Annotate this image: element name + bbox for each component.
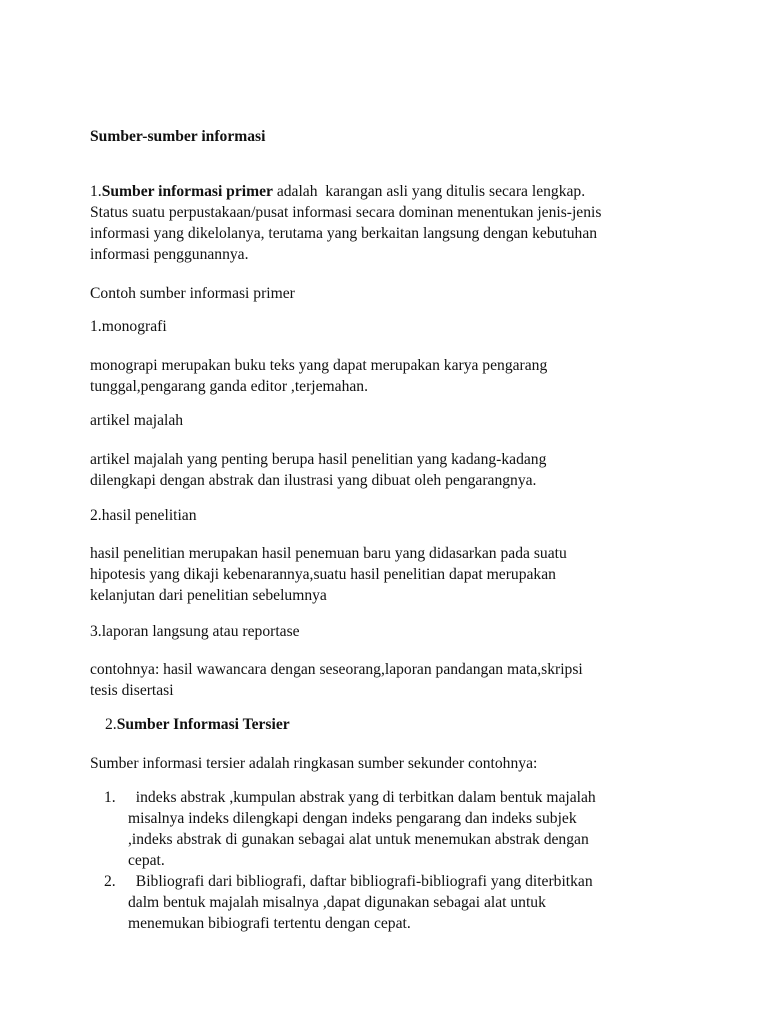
artikel-heading: artikel majalah	[90, 412, 184, 429]
section-tersier-number: 2.	[105, 716, 117, 733]
monografi-heading: 1.monografi	[90, 318, 167, 335]
section-primer-line-3: informasi yang dikelolanya, terutama yang berkaitan langsung dengan kebutuhan	[90, 225, 598, 242]
monografi-paragraph	[90, 355, 690, 397]
page-title: Sumber-sumber informasi	[90, 128, 266, 145]
list-item-line: Bibliografi dari bibliografi, daftar bibliografi-bibliografi yang diterbitkan	[128, 873, 593, 890]
section-primer-line-2: Status suatu perpustakaan/pusat informasi secara dominan menentukan jenis-jenis	[90, 204, 602, 221]
section-primer-text: adalah karangan asli yang ditulis secara lengkap.	[272, 183, 586, 200]
list-item-line: menemukan bibiografi tertentu dengan cepat.	[128, 915, 411, 932]
hasil-line-3: kelanjutan dari penelitian sebelumnya	[90, 587, 327, 604]
section-primer-line-4: informasi penggunannya.	[90, 246, 249, 263]
section-primer-term: Sumber informasi primer	[101, 183, 273, 200]
laporan-heading: 3.laporan langsung atau reportase	[90, 623, 300, 640]
laporan-paragraph	[90, 659, 690, 701]
hasil-line-2: hipotesis yang dikaji kebenarannya,suatu hasil penelitian dapat merupakan	[90, 566, 556, 583]
list-item-line: misalnya indeks dilengkapi dengan indeks pengarang dan indeks subjek	[128, 810, 577, 827]
monografi-line-2: tunggal,pengarang ganda editor ,terjemahan.	[90, 378, 368, 395]
list-item-line: dalm bentuk majalah misalnya ,dapat digunakan sebagai alat untuk	[128, 894, 546, 911]
artikel-line-1: artikel majalah yang penting berupa hasil penelitian yang kadang-kadang	[90, 451, 547, 468]
hasil-heading: 2.hasil penelitian	[90, 507, 197, 524]
laporan-line-1: contohnya: hasil wawancara dengan seseorang,laporan pandangan mata,skripsi	[90, 661, 583, 678]
section-tersier-intro: Sumber informasi tersier adalah ringkasan sumber sekunder contohnya:	[90, 755, 538, 772]
hasil-line-1: hasil penelitian merupakan hasil penemuan baru yang didasarkan pada suatu	[90, 545, 567, 562]
section-primer-number: 1.	[90, 183, 102, 200]
monografi-line-1: monograpi merupakan buku teks yang dapat merupakan karya pengarang	[90, 357, 548, 374]
contoh-heading: Contoh sumber informasi primer	[90, 285, 295, 302]
hasil-paragraph	[90, 543, 690, 606]
list-item-text	[128, 787, 596, 871]
list-item-text	[128, 871, 593, 934]
section-primer	[90, 181, 690, 265]
list-item-number: 1.	[104, 789, 116, 806]
section-primer-line-1	[90, 181, 690, 202]
laporan-line-2: tesis disertasi	[90, 682, 174, 699]
section-tersier-heading	[105, 714, 705, 735]
artikel-line-2: dilengkapi dengan abstrak dan ilustrasi yang dibuat oleh pengarangnya.	[90, 472, 537, 489]
list-item-line: indeks abstrak ,kumpulan abstrak yang di terbitkan dalam bentuk majalah	[128, 789, 596, 806]
list-item-line: ,indeks abstrak di gunakan sebagai alat untuk menemukan abstrak dengan	[128, 831, 589, 848]
section-tersier-term: Sumber Informasi Tersier	[116, 716, 290, 733]
artikel-paragraph	[90, 449, 690, 491]
list-item-line: cepat.	[128, 852, 165, 869]
list-item-number: 2.	[104, 873, 116, 890]
